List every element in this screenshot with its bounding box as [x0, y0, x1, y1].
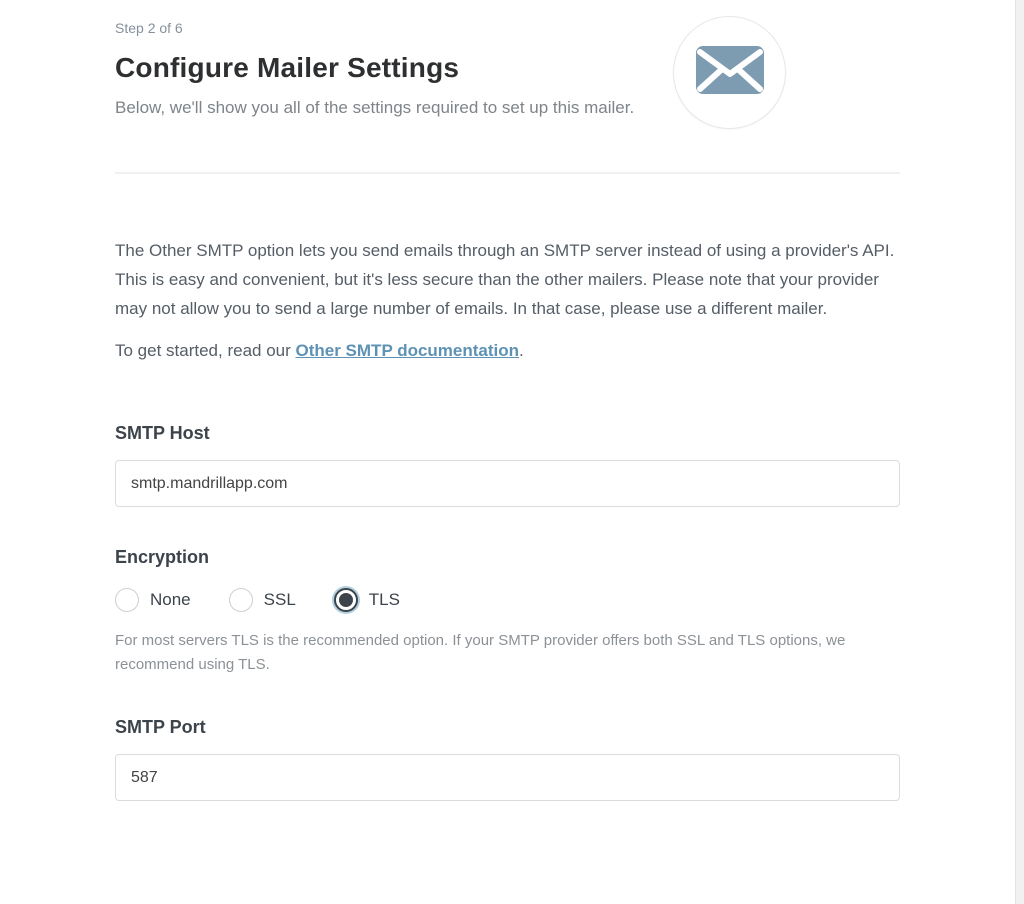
step-indicator: Step 2 of 6	[115, 20, 183, 36]
documentation-cta	[115, 341, 900, 361]
smtp-documentation-link[interactable]: Other SMTP documentation	[295, 341, 520, 360]
encryption-radio-group	[115, 588, 900, 612]
radio-label: TLS	[368, 590, 400, 609]
mailer-description: The Other SMTP option lets you send emails through an SMTP server instead of using a provider's API. This is easy and convenient, but it's less secure than the other mailers. Please note that your provider may not allow you to send a large number of emails. In that case, please use a different mailer.	[115, 241, 895, 318]
radio-label: SSL	[263, 590, 296, 609]
radio-button-icon[interactable]	[229, 588, 253, 612]
radio-dot	[339, 593, 353, 607]
radio-button-icon[interactable]	[115, 588, 139, 612]
cta-suffix: .	[519, 341, 524, 360]
scrollbar[interactable]	[1015, 0, 1024, 904]
radio-button-icon[interactable]	[334, 588, 358, 612]
setup-wizard-panel	[115, 0, 900, 801]
smtp-port-input[interactable]	[115, 754, 900, 801]
radio-dot	[234, 593, 248, 607]
encryption-help-text: For most servers TLS is the recommended option. If your SMTP provider offers both SSL and TLS options, we recommend using TLS.	[115, 632, 846, 673]
encryption-label: Encryption	[115, 547, 210, 567]
cta-prefix: To get started, read our	[115, 341, 296, 360]
encryption-option-none[interactable]	[115, 588, 191, 612]
section-divider	[115, 172, 900, 174]
page-subtitle: Below, we'll show you all of the settings required to set up this mailer.	[115, 98, 635, 117]
encryption-option-tls[interactable]	[334, 588, 400, 612]
smtp-port-label: SMTP Port	[115, 717, 206, 737]
mailer-badge	[673, 16, 786, 129]
radio-dot	[120, 593, 134, 607]
encryption-option-ssl[interactable]	[229, 588, 296, 612]
radio-label: None	[150, 590, 191, 609]
smtp-host-input[interactable]	[115, 460, 900, 507]
smtp-host-label: SMTP Host	[115, 423, 210, 443]
envelope-icon	[696, 46, 764, 99]
page-title: Configure Mailer Settings	[115, 52, 460, 83]
